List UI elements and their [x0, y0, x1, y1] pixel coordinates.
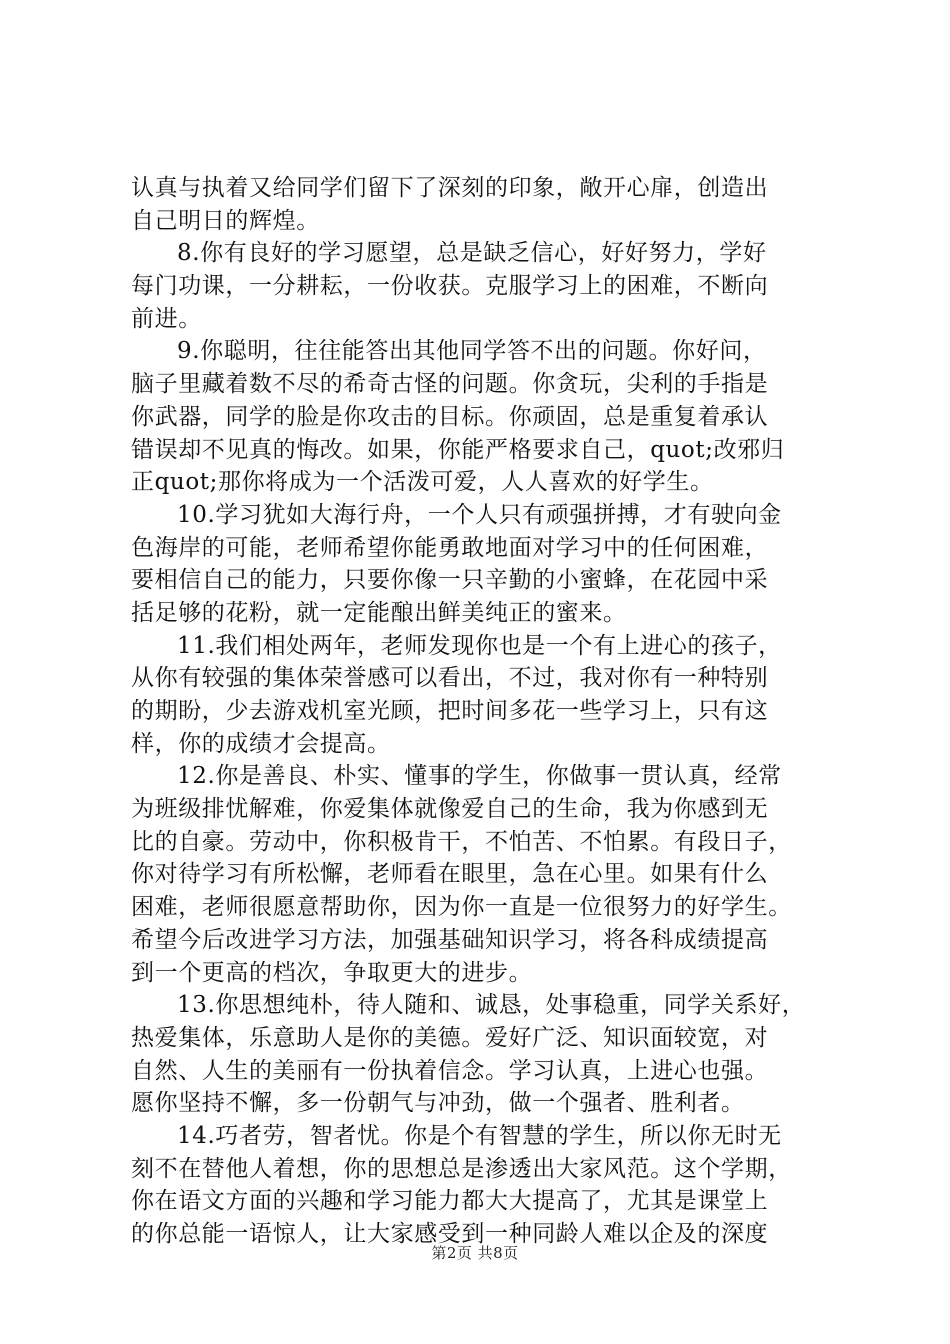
paragraph-continuation: [131, 172, 831, 237]
text-line: 愿你坚持不懈，多一份朝气与冲劲，做一个强者、胜利者。: [131, 1090, 745, 1117]
text-line: 你在语文方面的兴趣和学习能力都大大提高了，尤其是课堂上: [131, 1188, 769, 1215]
text-line: 14.巧者劳，智者忧。你是个有智慧的学生，所以你无时无: [177, 1122, 782, 1149]
text-line: 脑子里藏着数不尽的希奇古怪的问题。你贪玩，尖利的手指是: [131, 371, 769, 398]
paragraph-item-12: [131, 760, 831, 989]
text-line: 认真与执着又给同学们留下了深刻的印象，敞开心扉，创造出: [131, 175, 769, 201]
text-line: 每门功课，一分耕耘，一份收获。克服学习上的困难，不断向: [131, 273, 769, 300]
text-line: 希望今后改进学习方法，加强基础知识学习，将各科成绩提高: [131, 926, 769, 953]
text-line: 括足够的花粉，就一定能酿出鲜美纯正的蜜来。: [131, 599, 627, 626]
text-line: 9.你聪明，往往能答出其他同学答不出的问题。你好问，: [177, 338, 767, 365]
text-line: 你对待学习有所松懈，老师看在眼里，急在心里。如果有什么: [131, 861, 769, 888]
text-line: 你武器，同学的脸是你攻击的目标。你顽固，总是重复着承认: [131, 403, 769, 430]
text-line: 8.你有良好的学习愿望，总是缺乏信心，好好努力，学好: [177, 240, 767, 267]
paragraph-item-13: [131, 989, 831, 1120]
text-line: 热爱集体，乐意助人是你的美德。爱好广泛、知识面较宽，对: [131, 1024, 769, 1051]
text-line: 11.我们相处两年，老师发现你也是一个有上进心的孩子，: [177, 632, 782, 659]
text-line: 自己明日的辉煌。: [131, 207, 320, 234]
page-footer: 第2页 共8页: [431, 1244, 519, 1262]
text-line: 10.学习犹如大海行舟，一个人只有顽强拼搏，才有驶向金: [177, 501, 782, 528]
text-line: 的期盼，少去游戏机室光顾，把时间多花一些学习上，只有这: [131, 698, 769, 724]
paragraph-item-9: [131, 335, 831, 498]
text-line: 要相信自己的能力，只要你像一只辛勤的小蜜蜂，在花园中采: [131, 567, 769, 594]
document-body: [131, 172, 831, 1251]
text-line: 困难，老师很愿意帮助你，因为你一直是一位很努力的好学生。: [131, 894, 792, 921]
paragraph-item-14: [131, 1120, 831, 1251]
text-line: 的你总能一语惊人，让大家感受到一种同龄人难以企及的深度: [131, 1221, 769, 1247]
text-line: 色海岸的可能，老师希望你能勇敢地面对学习中的任何困难，: [131, 534, 769, 561]
paragraph-item-10: [131, 499, 831, 630]
text-line: 错误却不见真的悔改。如果，你能严格要求自己，quot;改邪归: [131, 436, 785, 463]
text-line: 为班级排忧解难，你爱集体就像爱自己的生命，我为你感到无: [131, 796, 769, 823]
text-line: 刻不在替他人着想，你的思想总是渗透出大家风范。这个学期，: [131, 1155, 792, 1182]
text-line: 到一个更高的档次，争取更大的进步。: [131, 959, 533, 986]
text-line: 从你有较强的集体荣誉感可以看出，不过，我对你有一种特别: [131, 665, 769, 692]
paragraph-item-11: [131, 630, 831, 761]
text-line: 13.你思想纯朴，待人随和、诚恳，处事稳重，同学关系好，: [177, 992, 806, 1019]
text-line: 自然、人生的美丽有一份执着信念。学习认真，上进心也强。: [131, 1057, 769, 1084]
text-line: 前进。: [131, 305, 202, 332]
text-line: 正quot;那你将成为一个活泼可爱，人人喜欢的好学生。: [131, 469, 714, 496]
text-line: 比的自豪。劳动中，你积极肯干，不怕苦、不怕累。有段日子，: [131, 828, 792, 855]
text-line: 12.你是善良、朴实、懂事的学生，你做事一贯认真，经常: [177, 763, 782, 790]
text-line: 样，你的成绩才会提高。: [131, 730, 391, 757]
paragraph-item-8: [131, 237, 831, 335]
